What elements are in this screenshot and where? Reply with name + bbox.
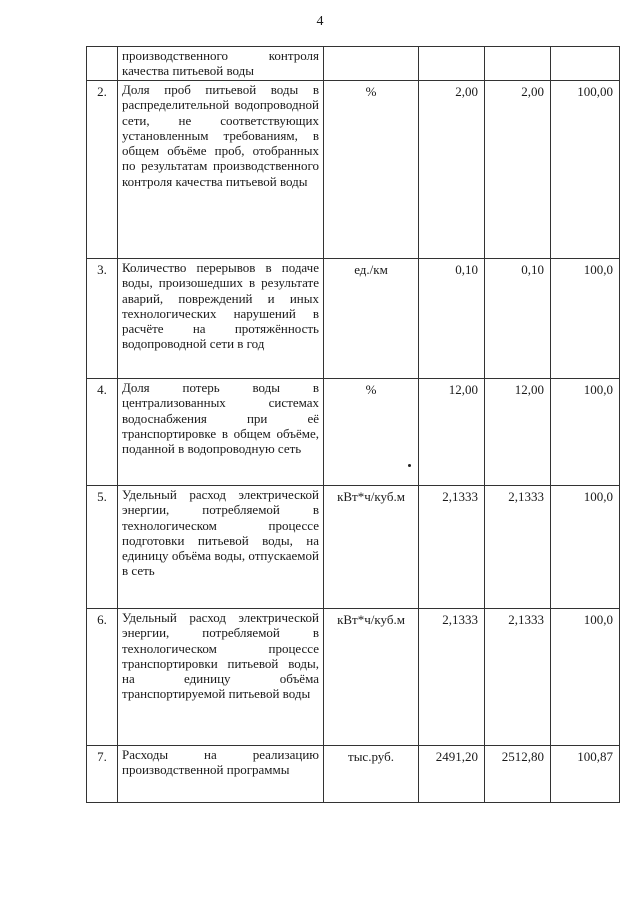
row-description: Количество перерывов в подаче воды, произошедших в результате аварий, повреждений и иных технологических нарушений в расчёте на протяжённость водопроводной сети в год — [118, 259, 324, 379]
row-number: 2. — [87, 81, 118, 259]
row-unit: тыс.руб. — [324, 746, 419, 803]
table-row — [87, 81, 620, 259]
row-percent: 100,0 — [551, 379, 620, 486]
page-number: 4 — [316, 14, 324, 29]
table-row — [87, 47, 620, 81]
row-value-plan — [419, 47, 485, 81]
row-value-plan: 2,00 — [419, 81, 485, 259]
row-value-fact: 2512,80 — [485, 746, 551, 803]
row-value-plan: 2491,20 — [419, 746, 485, 803]
table-row — [87, 486, 620, 609]
row-value-fact — [485, 47, 551, 81]
row-unit: ед./км — [324, 259, 419, 379]
table-row — [87, 259, 620, 379]
row-unit — [324, 47, 419, 81]
row-value-plan: 12,00 — [419, 379, 485, 486]
row-unit: % — [324, 81, 419, 259]
row-description: Удельный расход электрической энергии, потребляемой в технологическом процессе транспортировки питьевой воды, на единицу объёма транспортируемой питьевой воды — [118, 609, 324, 746]
row-percent: 100,87 — [551, 746, 620, 803]
row-value-fact: 2,1333 — [485, 486, 551, 609]
row-percent: 100,00 — [551, 81, 620, 259]
table-row — [87, 609, 620, 746]
row-number: 5. — [87, 486, 118, 609]
table-row — [87, 379, 620, 486]
row-description: Удельный расход электрической энергии, потребляемой в технологическом процессе подготовки питьевой воды, на единицу объёма воды, отпускаемой в сеть — [118, 486, 324, 609]
table-row — [87, 746, 620, 803]
row-percent: 100,0 — [551, 259, 620, 379]
row-number: 4. — [87, 379, 118, 486]
row-value-plan: 0,10 — [419, 259, 485, 379]
row-unit: % — [324, 379, 419, 486]
row-value-fact: 0,10 — [485, 259, 551, 379]
row-percent: 100,0 — [551, 609, 620, 746]
row-percent — [551, 47, 620, 81]
row-description: Расходы на реализацию производственной программы — [118, 746, 324, 803]
row-number: 7. — [87, 746, 118, 803]
row-number — [87, 47, 118, 81]
row-unit: кВт*ч/куб.м — [324, 609, 419, 746]
row-value-plan: 2,1333 — [419, 486, 485, 609]
row-description: Доля потерь воды в централизованных системах водоснабжения при её транспортировке в общем объёме, поданной в водопроводную сеть — [118, 379, 324, 486]
row-percent: 100,0 — [551, 486, 620, 609]
scan-speck — [408, 464, 411, 467]
row-description: производственного контроля качества питьевой воды — [118, 47, 324, 81]
row-value-plan: 2,1333 — [419, 609, 485, 746]
row-number: 6. — [87, 609, 118, 746]
row-number: 3. — [87, 259, 118, 379]
row-unit: кВт*ч/куб.м — [324, 486, 419, 609]
row-value-fact: 2,00 — [485, 81, 551, 259]
row-value-fact: 12,00 — [485, 379, 551, 486]
row-value-fact: 2,1333 — [485, 609, 551, 746]
indicators-table — [86, 46, 620, 803]
row-description: Доля проб питьевой воды в распределительной водопроводной сети, не соответствующих установленным требованиям, в общем объёме проб, отобранных по результатам производственного контроля качества питьевой воды — [118, 81, 324, 259]
